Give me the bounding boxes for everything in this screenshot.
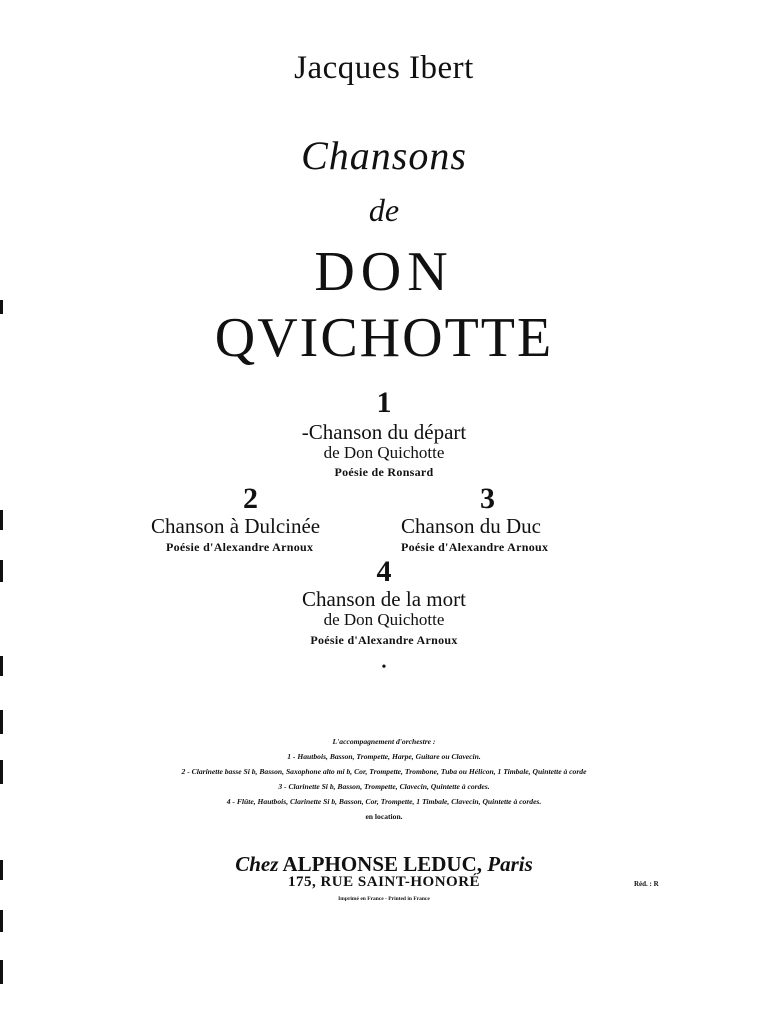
composer-name: Jacques Ibert xyxy=(294,50,474,86)
title-de: de xyxy=(368,192,400,228)
song-1-number: 1 xyxy=(376,386,392,419)
song-3-number: 3 xyxy=(480,482,495,515)
song-4-title: Chanson de la mort xyxy=(302,587,466,611)
accompaniment-line-4: 4 - Flûte, Hautbois, Clarinette Si b, Basson, Cor, Trompette, 1 Timbale, Clavecin, Quintette à cordes. xyxy=(226,797,542,806)
accompaniment-line-3: 3 - Clarinette Si b, Basson, Trompette, Clavecin, Quintette à cordes. xyxy=(278,782,490,791)
title-qvichotte: QVICHOTTE xyxy=(214,307,554,369)
scan-margin-mark xyxy=(0,960,3,984)
publisher-city: Paris xyxy=(487,852,533,876)
scan-margin-mark xyxy=(0,910,3,932)
song-2-poet: Poésie d'Alexandre Arnoux xyxy=(166,540,314,554)
accompaniment-heading: L'accompagnement d'orchestre : xyxy=(332,737,436,746)
title-chansons: Chansons xyxy=(301,133,467,178)
song-1-subtitle: de Don Quichotte xyxy=(323,443,445,462)
song-2-title: Chanson à Dulcinée xyxy=(151,514,321,538)
accompaniment-line-2: 2 - Clarinette basse Si b, Basson, Saxophone alto mi b, Cor, Trompette, Trombone, Tuba ou Hélicon, 1 Timbale, Quintette à corde xyxy=(181,767,587,776)
song-1-title: -Chanson du départ xyxy=(301,420,467,444)
song-3-title: Chanson du Duc xyxy=(401,514,541,538)
publisher-name: ALPHONSE LEDUC, xyxy=(282,852,483,876)
scan-margin-mark xyxy=(0,510,3,530)
accompaniment-rental: en location. xyxy=(365,812,403,821)
scan-margin-mark xyxy=(0,710,3,734)
publisher-chez: Chez xyxy=(235,852,279,876)
song-4-number: 4 xyxy=(376,555,392,588)
song-1-poet: Poésie de Ronsard xyxy=(334,465,434,479)
accompaniment-line-1: 1 - Hautbois, Basson, Trompette, Harpe, Guitare ou Clavecin. xyxy=(287,752,481,761)
song-2-number: 2 xyxy=(243,482,258,515)
publisher-address: 175, RUE SAINT-HONORÉ xyxy=(287,874,481,890)
title-don: DON xyxy=(314,241,454,303)
song-4-poet: Poésie d'Alexandre Arnoux xyxy=(310,633,458,647)
reference-code: Réd. : R xyxy=(634,880,659,888)
ornament-bullet: • xyxy=(381,660,387,675)
song-3-poet: Poésie d'Alexandre Arnoux xyxy=(401,540,549,554)
imprint-notice: Imprimé en France - Printed in France xyxy=(338,896,430,902)
song-4-subtitle: de Don Quichotte xyxy=(323,610,445,629)
